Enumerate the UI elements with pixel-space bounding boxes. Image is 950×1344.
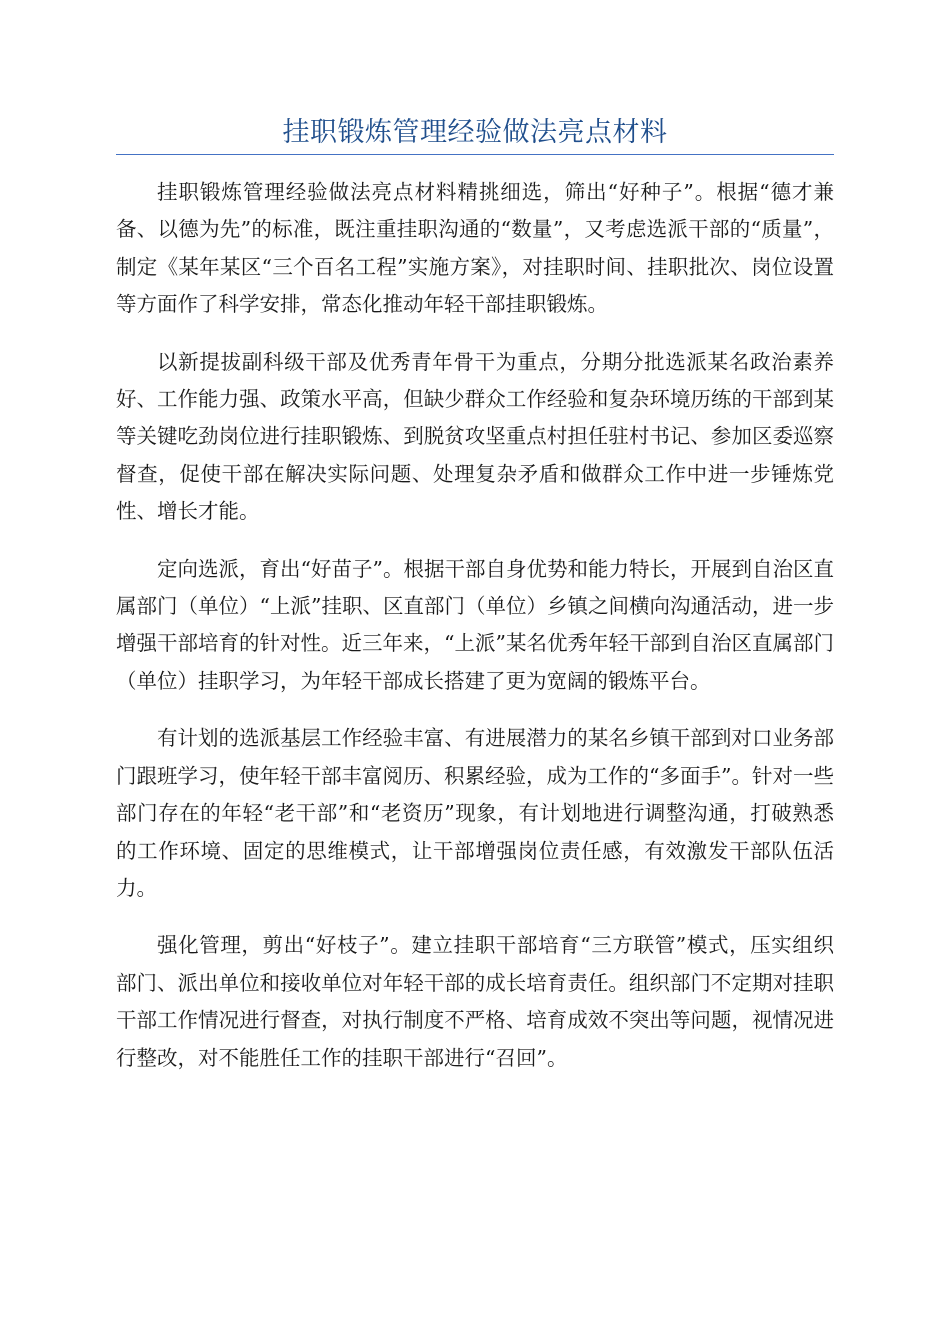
document-title: 挂职锻炼管理经验做法亮点材料 [282, 117, 668, 148]
title-underline [116, 154, 834, 155]
paragraph-1: 挂职锻炼管理经验做法亮点材料精挑细选，筛出“好种子”。根据“德才兼备、以德为先”的标准，既注重挂职沟通的“数量”，又考虑选派干部的“质量”，制定《某年某区“三个百名工程”实施方案》，对挂职时间、挂职批次、岗位设置等方面作了科学安排，常态化推动年轻干部挂职锻炼。 [116, 180, 834, 317]
paragraph-2: 以新提拔副科级干部及优秀青年骨干为重点，分期分批选派某名政治素养好、工作能力强、政策水平高，但缺少群众工作经验和复杂环境历练的干部到某等关键吃劲岗位进行挂职锻炼、到脱贫攻坚重点村担任驻村书记、参加区委巡察督查，促使干部在解决实际问题、处理复杂矛盾和做群众工作中进一步锤炼党性、增长才能。 [116, 349, 834, 524]
paragraph-5: 强化管理，剪出“好枝子”。建立挂职干部培育“三方联管”模式，压实组织部门、派出单位和接收单位对年轻干部的成长培育责任。组织部门不定期对挂职干部工作情况进行督查，对执行制度不严格、培育成效不突出等问题，视情况进行整改，对不能胜任工作的挂职干部进行“召回”。 [116, 933, 834, 1070]
document-body [116, 174, 834, 1097]
paragraph-4: 有计划的选派基层工作经验丰富、有进展潜力的某名乡镇干部到对口业务部门跟班学习，使年轻干部丰富阅历、积累经验，成为工作的“多面手”。针对一些部门存在的年轻“老干部”和“老资历”现象，有计划地进行调整沟通，打破熟悉的工作环境、固定的思维模式，让干部增强岗位责任感，有效激发干部队伍活力。 [116, 726, 834, 900]
paragraph-3: 定向选派，育出“好苗子”。根据干部自身优势和能力特长，开展到自治区直属部门（单位）“上派”挂职、区直部门（单位）乡镇之间横向沟通活动，进一步增强干部培育的针对性。近三年来，“上派”某名优秀年轻干部到自治区直属部门（单位）挂职学习，为年轻干部成长搭建了更为宽阔的锻炼平台。 [116, 556, 834, 693]
